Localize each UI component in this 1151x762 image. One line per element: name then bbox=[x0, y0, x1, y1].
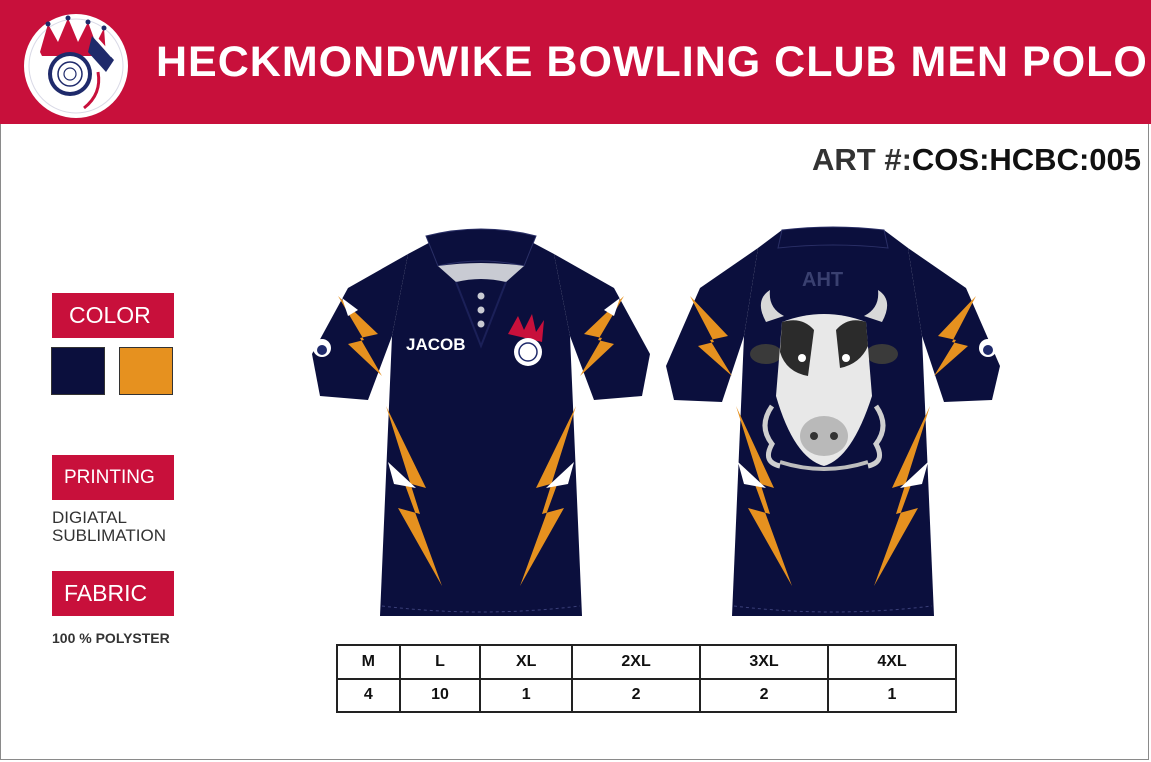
printing-value-line2: SUBLIMATION bbox=[52, 526, 166, 545]
size-header: L bbox=[400, 645, 481, 679]
size-quantity: 1 bbox=[480, 679, 572, 713]
size-quantity: 2 bbox=[700, 679, 828, 713]
front-name: JACOB bbox=[406, 335, 466, 354]
polo-back bbox=[662, 226, 1004, 618]
polo-front bbox=[308, 226, 654, 618]
orange-swatch bbox=[119, 347, 173, 395]
size-quantity: 1 bbox=[828, 679, 956, 713]
size-table bbox=[336, 644, 957, 713]
header-banner bbox=[0, 0, 1151, 124]
color-label: COLOR bbox=[52, 293, 174, 338]
printing-value-line1: DIGIATAL bbox=[52, 508, 127, 527]
art-number bbox=[812, 142, 1141, 178]
navy-swatch bbox=[51, 347, 105, 395]
size-quantity: 2 bbox=[572, 679, 700, 713]
size-header: 2XL bbox=[572, 645, 700, 679]
size-header: M bbox=[337, 645, 400, 679]
art-number-value: COS:HCBC:005 bbox=[911, 142, 1141, 177]
size-header-row bbox=[337, 645, 956, 679]
printing-value bbox=[52, 509, 166, 545]
fabric-value: 100 % POLYSTER bbox=[52, 630, 170, 646]
fabric-label: FABRIC bbox=[52, 571, 174, 616]
size-header: XL bbox=[480, 645, 572, 679]
size-quantity-row bbox=[337, 679, 956, 713]
art-number-label: ART #: bbox=[812, 142, 912, 177]
printing-label: PRINTING bbox=[52, 455, 174, 500]
size-header: 3XL bbox=[700, 645, 828, 679]
page-title: HECKMONDWIKE BOWLING CLUB MEN POLO bbox=[156, 38, 1148, 86]
size-quantity: 10 bbox=[400, 679, 481, 713]
sponsor-logo: AHT bbox=[802, 269, 844, 291]
size-quantity: 4 bbox=[337, 679, 400, 713]
size-header: 4XL bbox=[828, 645, 956, 679]
crown-green-uk-logo bbox=[22, 12, 130, 120]
